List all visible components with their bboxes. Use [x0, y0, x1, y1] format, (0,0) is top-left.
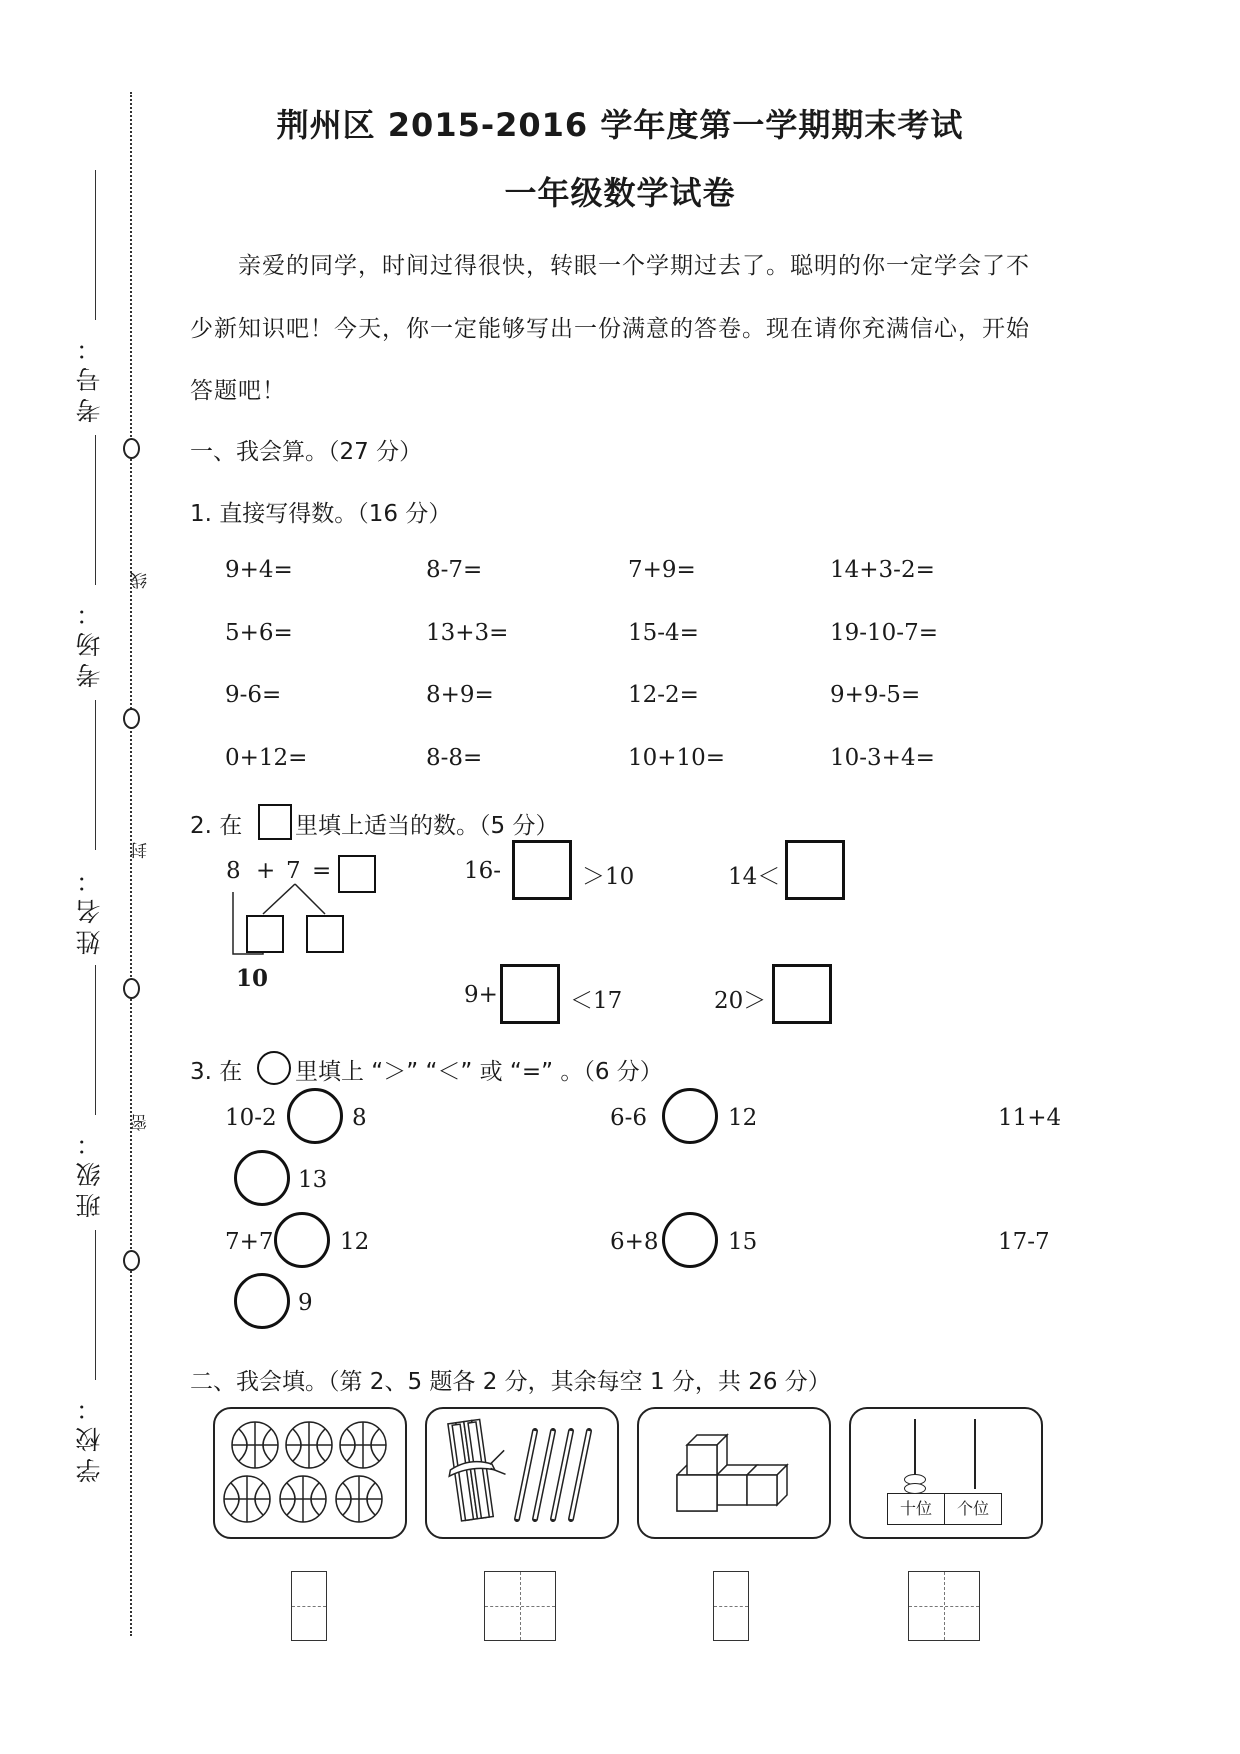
calc-item: 15-4=: [628, 620, 699, 646]
exam-room-line: [95, 435, 96, 585]
page-subtitle: 一年级数学试卷: [504, 174, 736, 212]
sample-box: [258, 804, 292, 840]
compare-circle[interactable]: [274, 1212, 330, 1268]
intro-line-1: 亲爱的同学，时间过得很快，转眼一个学期过去了。聪明的你一定学会了不: [238, 253, 1030, 279]
panel-basketballs: [213, 1407, 407, 1539]
compare-left: 6-6: [610, 1105, 648, 1131]
answer-box[interactable]: [512, 840, 572, 900]
intro-line-2: 少新知识吧！今天，你一定能够写出一份满意的答卷。现在请你充满信心，开始: [190, 316, 1030, 342]
compare-circle[interactable]: [234, 1273, 290, 1329]
calc-item: 10-3+4=: [830, 745, 935, 771]
q2-prefix: 2. 在: [190, 813, 243, 839]
exam-room-label: 考场：: [75, 595, 104, 688]
compare-right: 12: [340, 1229, 370, 1255]
q3-heading: 里填上 “＞” “＜” 或 “=” 。（6 分）: [295, 1059, 663, 1085]
page-title: 荆州区 2015-2016 学年度第一学期期末考试: [276, 106, 964, 144]
binding-ring: [123, 708, 140, 729]
binding-dotted-line: [130, 92, 132, 1636]
split-a: 8: [226, 858, 241, 884]
compare-circle[interactable]: [662, 1088, 718, 1144]
compare-right: 12: [728, 1105, 758, 1131]
section2-heading: 二、我会填。（第 2、5 题各 2 分，其余每空 1 分，共 26 分）: [190, 1369, 831, 1395]
calc-item: 13+3=: [426, 620, 509, 646]
answer-box[interactable]: [246, 915, 284, 953]
compare-right: 8: [352, 1105, 367, 1131]
basketball-icon: [215, 1409, 405, 1537]
calc-item: 9-6=: [225, 682, 282, 708]
compare-circle[interactable]: [662, 1212, 718, 1268]
q2-item-left: 16-: [464, 858, 502, 884]
answer-grid-double[interactable]: [908, 1571, 980, 1641]
sample-circle: [257, 1051, 291, 1085]
panel-sticks: [425, 1407, 619, 1539]
panel-cubes: [637, 1407, 831, 1539]
cubes-icon: [639, 1409, 829, 1537]
compare-left: 10-2: [225, 1105, 277, 1131]
q2-item-left: 9+: [464, 982, 498, 1008]
answer-grid-double[interactable]: [484, 1571, 556, 1641]
compare-left: 7+7: [225, 1229, 274, 1255]
calc-item: 9+9-5=: [830, 682, 921, 708]
name-label: 姓名：: [75, 862, 104, 955]
calc-item: 9+4=: [225, 557, 293, 583]
class-line: [95, 965, 96, 1115]
answer-box[interactable]: [306, 915, 344, 953]
calc-item: 8-8=: [426, 745, 483, 771]
intro-line-3: 答题吧！: [190, 378, 286, 404]
compare-circle[interactable]: [234, 1150, 290, 1206]
binding-ring: [123, 438, 140, 459]
q2-item-right: ＜17: [570, 988, 623, 1014]
answer-grid-single[interactable]: [291, 1571, 327, 1641]
answer-box[interactable]: [772, 964, 832, 1024]
binding-ring: [123, 978, 140, 999]
q3-prefix: 3. 在: [190, 1059, 243, 1085]
name-line: [95, 700, 96, 850]
abacus-tens-label: 十位: [887, 1493, 945, 1525]
panel-abacus: [849, 1407, 1043, 1539]
compare-right: 13: [298, 1167, 328, 1193]
sticks-icon: [427, 1409, 617, 1537]
class-label: 班级：: [75, 1125, 104, 1218]
split-b: 7: [286, 858, 301, 884]
compare-right: 15: [728, 1229, 758, 1255]
calc-item: 14+3-2=: [830, 557, 935, 583]
split-plus: +: [256, 858, 276, 884]
seal-word-secret: 密: [131, 1114, 151, 1131]
q2-item-left: 14＜: [728, 864, 781, 890]
abacus-ones-label: 个位: [944, 1493, 1002, 1525]
compare-left: 11+4: [998, 1105, 1062, 1131]
split-ten: 10: [236, 965, 269, 992]
q1-heading: 1. 直接写得数。（16 分）: [190, 501, 452, 527]
exam-number-label: 考号：: [75, 330, 104, 423]
section1-heading: 一、我会算。（27 分）: [190, 439, 423, 465]
split-eq: =: [312, 858, 332, 884]
calc-item: 12-2=: [628, 682, 699, 708]
calc-item: 10+10=: [628, 745, 726, 771]
answer-box[interactable]: [500, 964, 560, 1024]
binding-ring: [123, 1250, 140, 1271]
calc-item: 7+9=: [628, 557, 696, 583]
compare-left: 17-7: [998, 1229, 1050, 1255]
seal-word-line: 线: [131, 572, 151, 589]
seal-word-seal: 封: [131, 842, 151, 859]
q2-item-right: ＞10: [582, 864, 635, 890]
q2-item-left: 20＞: [714, 988, 767, 1014]
q2-heading: 里填上适当的数。（5 分）: [295, 813, 559, 839]
school-line: [95, 1230, 96, 1380]
answer-grid-single[interactable]: [713, 1571, 749, 1641]
compare-right: 9: [298, 1290, 313, 1316]
calc-item: 8-7=: [426, 557, 483, 583]
calc-item: 0+12=: [225, 745, 308, 771]
compare-circle[interactable]: [287, 1088, 343, 1144]
calc-item: 19-10-7=: [830, 620, 938, 646]
answer-box[interactable]: [785, 840, 845, 900]
calc-item: 5+6=: [225, 620, 293, 646]
compare-left: 6+8: [610, 1229, 659, 1255]
school-label: 学校：: [75, 1390, 104, 1483]
calc-item: 8+9=: [426, 682, 494, 708]
abacus-rod: [974, 1419, 976, 1489]
